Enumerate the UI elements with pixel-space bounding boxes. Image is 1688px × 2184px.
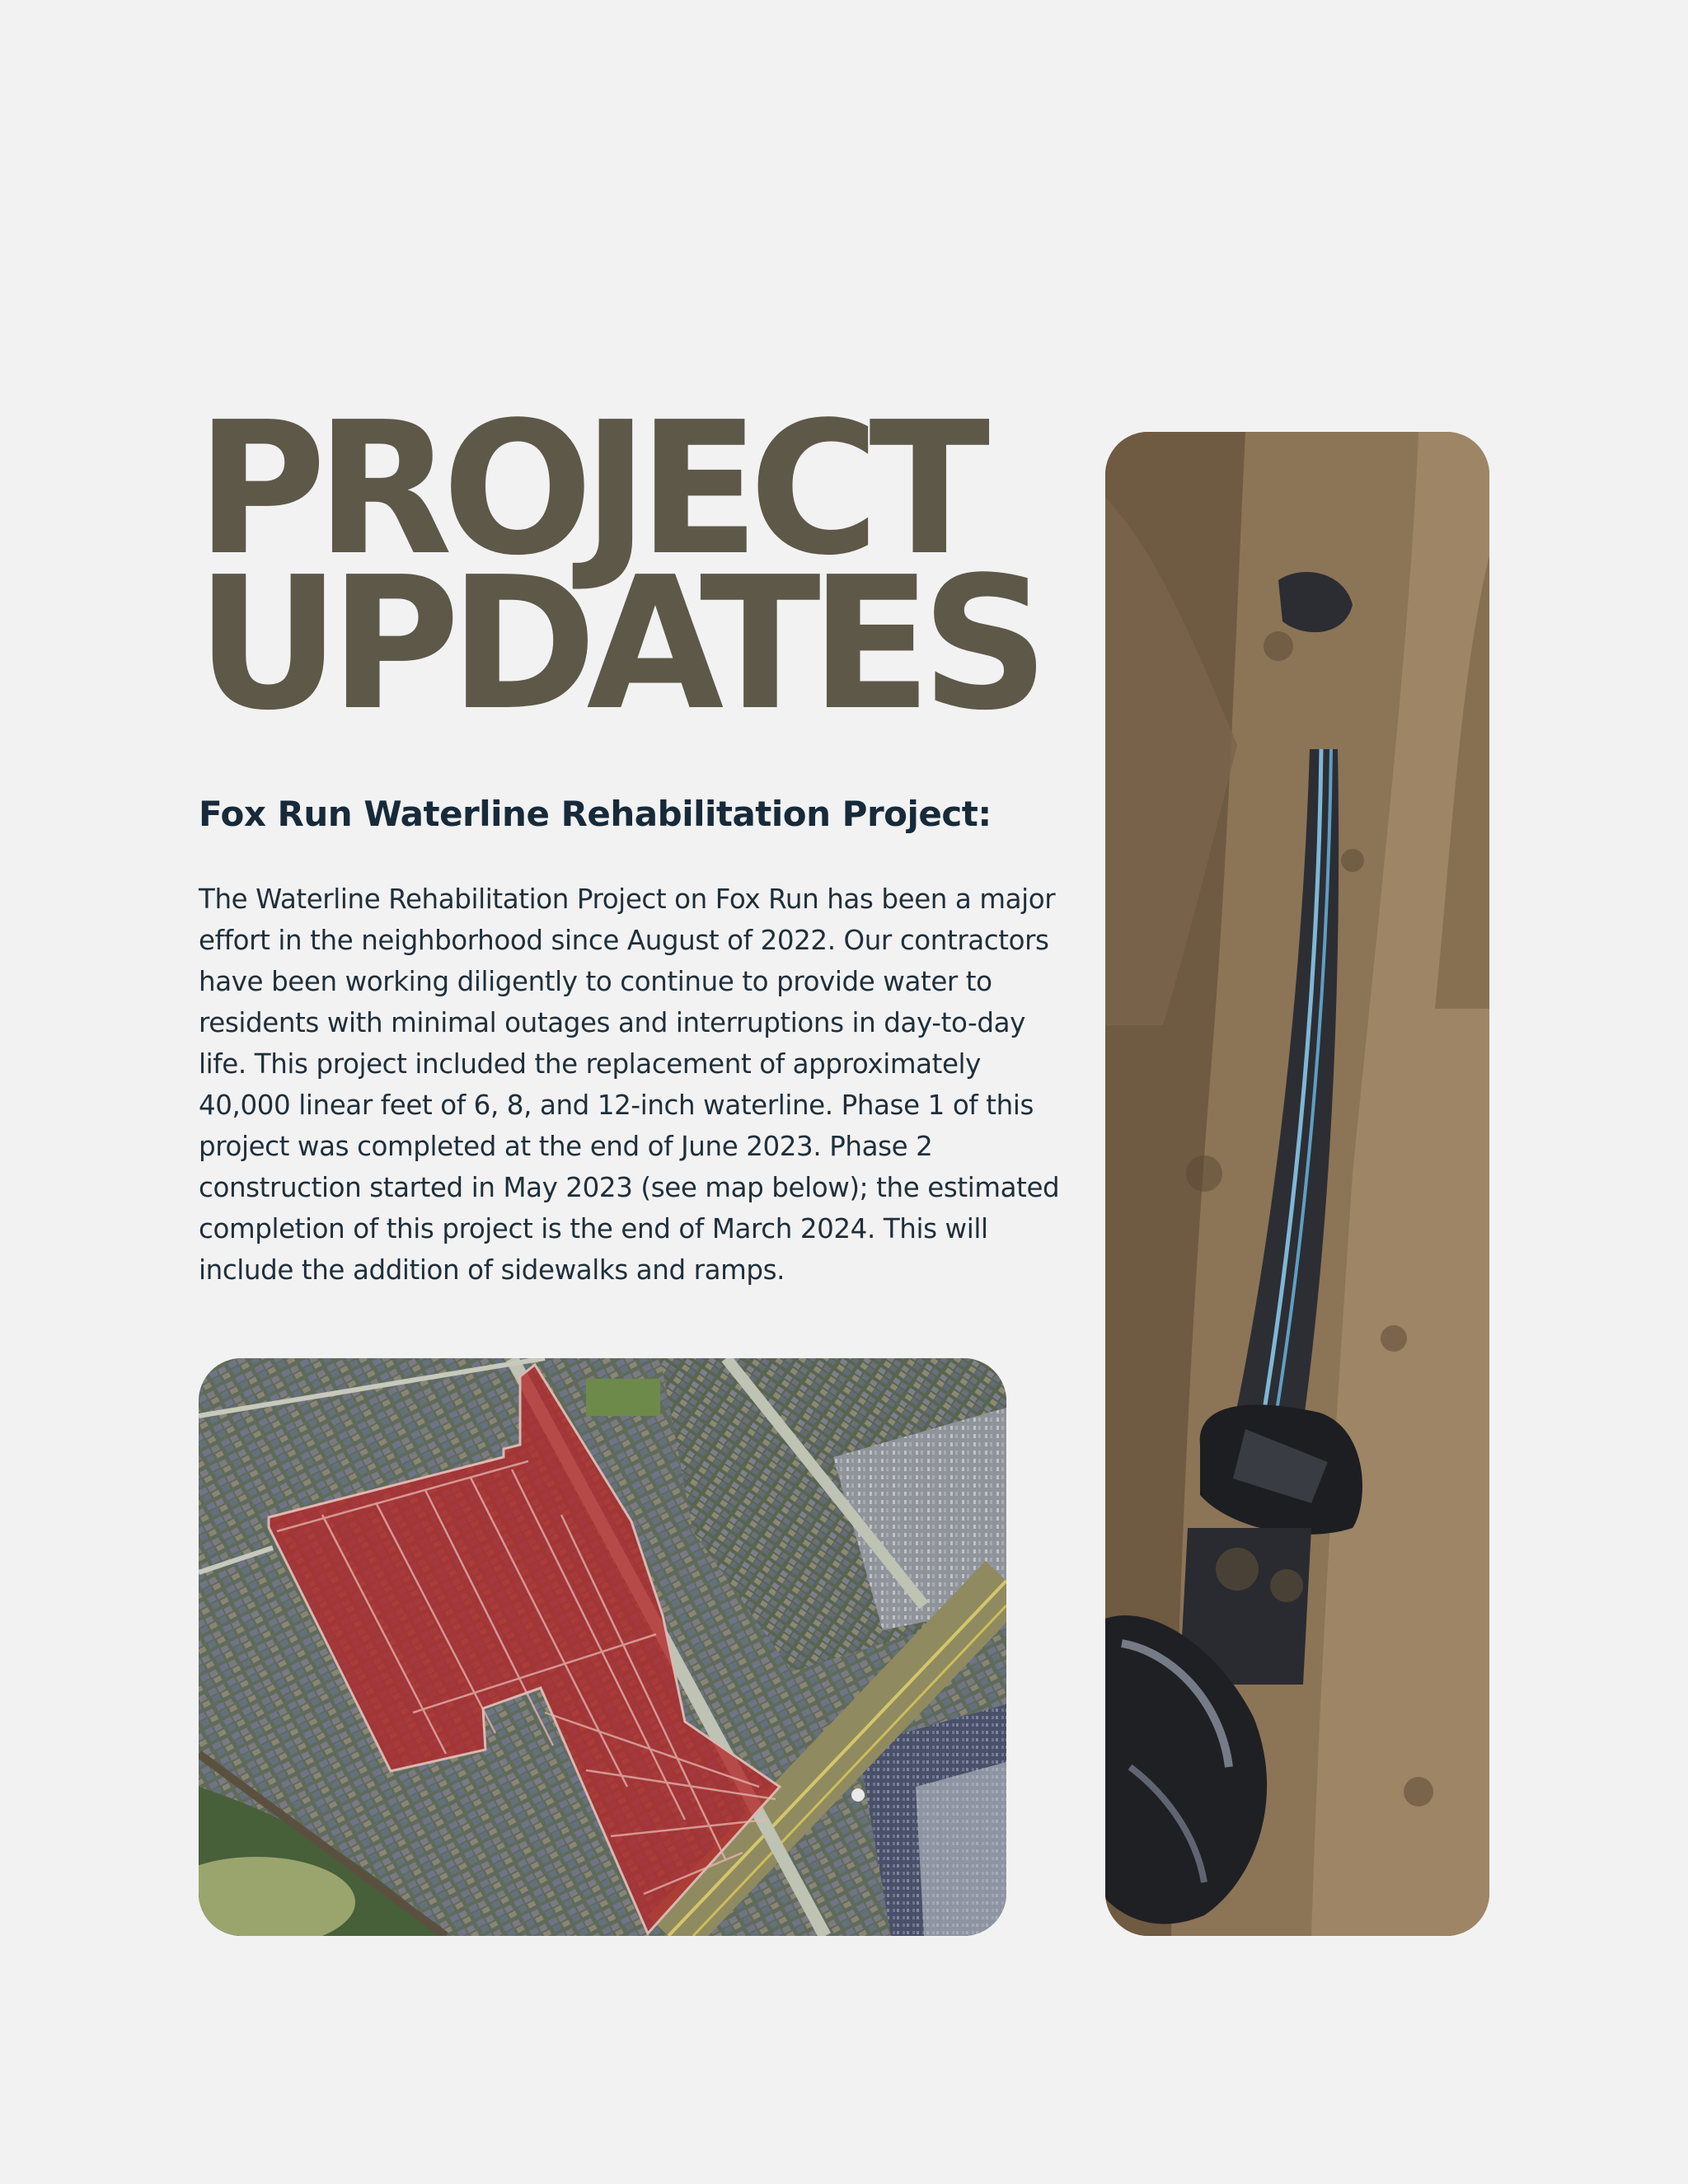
waterline-trench-photo [1105, 432, 1489, 1936]
description-line: The Waterline Rehabilitation Project on Fox Run has been a major [199, 883, 1056, 915]
description-line: construction started in May 2023 (see map below); the estimated [199, 1172, 1060, 1203]
page-title-line-2: UPDATES [196, 538, 1039, 751]
project-subtitle: Fox Run Waterline Rehabilitation Project: [199, 794, 992, 834]
description-line: include the addition of sidewalks and ramps. [199, 1254, 785, 1286]
project-area-map [199, 1358, 1006, 1936]
aerial-map-image [199, 1358, 1006, 1936]
description-line: 40,000 linear feet of 6, 8, and 12-inch waterline. Phase 1 of this [199, 1090, 1034, 1121]
page-title-line-1: PROJECT [196, 383, 980, 596]
description-line: residents with minimal outages and interruptions in day-to-day [199, 1007, 1025, 1038]
description-line: effort in the neighborhood since August of 2022. Our contractors [199, 925, 1049, 956]
description-line: completion of this project is the end of March 2024. This will [199, 1213, 988, 1244]
description-line: have been working diligently to continue to provide water to [199, 966, 992, 997]
project-description [199, 879, 1060, 1291]
pipe-in-trench-image [1105, 432, 1489, 1936]
description-line: project was completed at the end of June 2023. Phase 2 [199, 1131, 933, 1162]
description-line: life. This project included the replacement of approximately [199, 1048, 982, 1080]
page-title [196, 383, 1039, 751]
